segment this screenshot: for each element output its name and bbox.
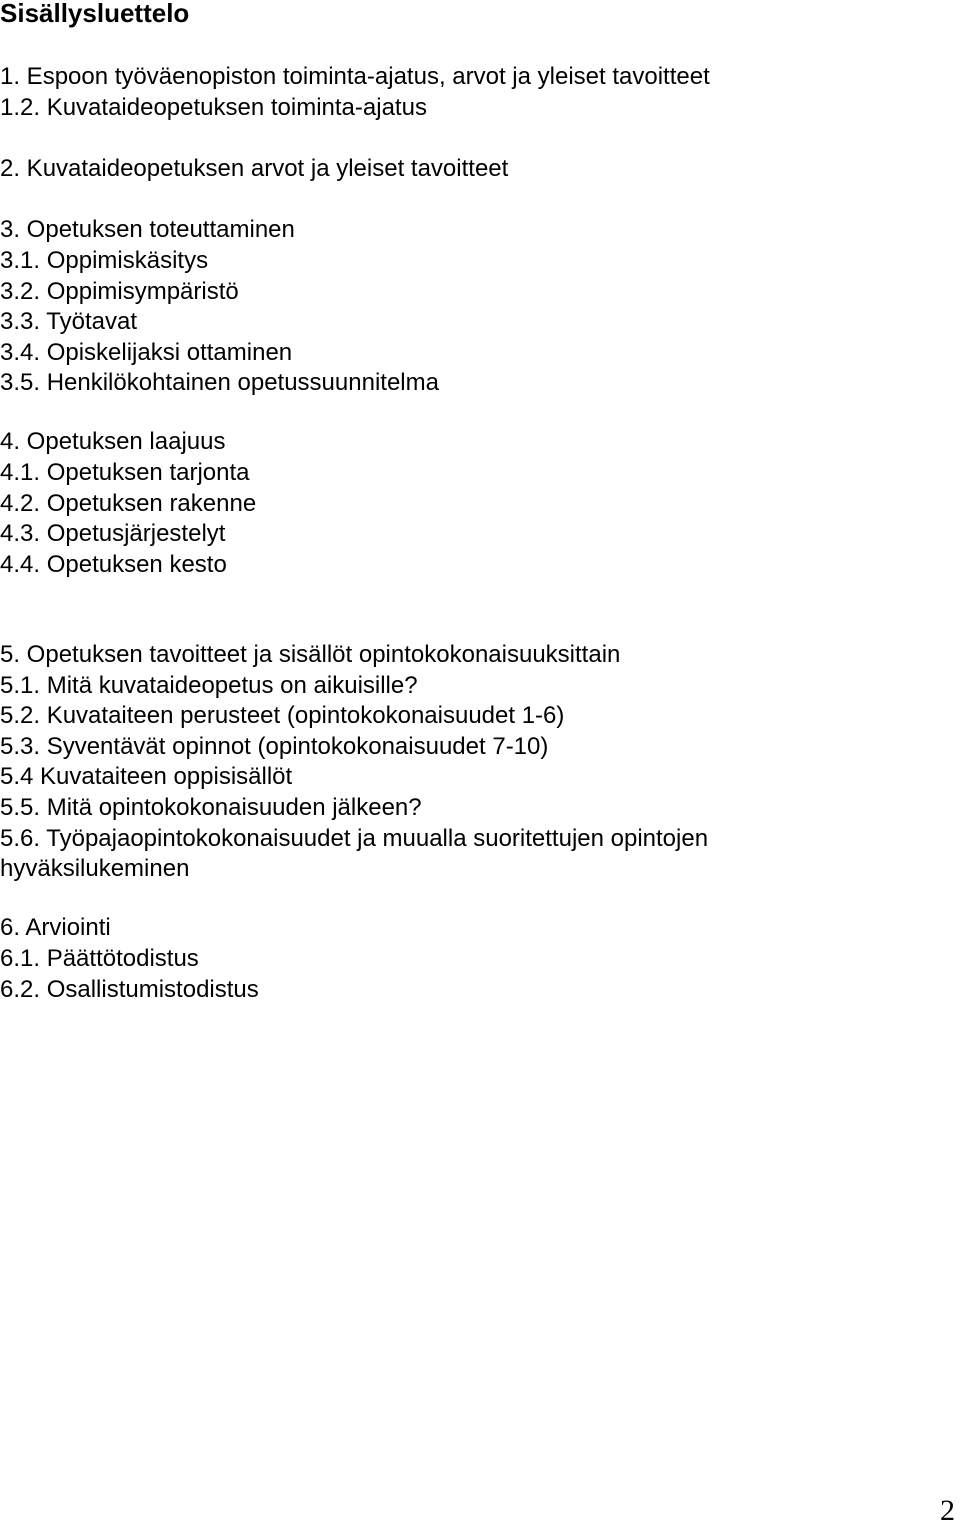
page-number: 2	[940, 1494, 955, 1527]
toc-entry-1: 1. Espoon työväenopiston toiminta-ajatus, arvot ja yleiset tavoitteet	[0, 63, 710, 90]
toc-entry-4-1: 4.1. Opetuksen tarjonta	[0, 459, 250, 486]
toc-entry-3-4: 3.4. Opiskelijaksi ottaminen	[0, 339, 293, 366]
toc-entry-3-1: 3.1. Oppimiskäsitys	[0, 247, 209, 274]
toc-entry-5: 5. Opetuksen tavoitteet ja sisällöt opintokokonaisuuksittain	[0, 641, 621, 668]
toc-entry-5-6: 5.6. Työpajaopintokokonaisuudet ja muualla suoritettujen opintojen	[0, 825, 709, 852]
toc-entry-4: 4. Opetuksen laajuus	[0, 428, 226, 455]
toc-entry-4-4: 4.4. Opetuksen kesto	[0, 551, 227, 578]
toc-entry-3: 3. Opetuksen toteuttaminen	[0, 216, 295, 243]
toc-entry-6-2: 6.2. Osallistumistodistus	[0, 976, 259, 1003]
toc-entry-3-5: 3.5. Henkilökohtainen opetussuunnitelma	[0, 369, 439, 396]
toc-entry-5-5: 5.5. Mitä opintokokonaisuuden jälkeen?	[0, 794, 422, 821]
toc-entry-2: 2. Kuvataideopetuksen arvot ja yleiset tavoitteet	[0, 155, 509, 182]
toc-entry-5-4: 5.4 Kuvataiteen oppisisällöt	[0, 763, 293, 790]
toc-entry-4-2: 4.2. Opetuksen rakenne	[0, 490, 257, 517]
page-title: Sisällysluettelo	[0, 0, 190, 28]
toc-entry-5-6-continued: hyväksilukeminen	[0, 855, 190, 882]
toc-entry-6: 6. Arviointi	[0, 914, 111, 941]
toc-entry-5-3: 5.3. Syventävät opinnot (opintokokonaisuudet 7-10)	[0, 733, 549, 760]
toc-entry-5-1: 5.1. Mitä kuvataideopetus on aikuisille?	[0, 672, 418, 699]
toc-entry-6-1: 6.1. Päättötodistus	[0, 945, 199, 972]
toc-entry-5-2: 5.2. Kuvataiteen perusteet (opintokokonaisuudet 1-6)	[0, 702, 565, 729]
toc-entry-1-2: 1.2. Kuvataideopetuksen toiminta-ajatus	[0, 94, 427, 121]
toc-entry-3-3: 3.3. Työtavat	[0, 308, 137, 335]
toc-entry-4-3: 4.3. Opetusjärjestelyt	[0, 520, 226, 547]
toc-entry-3-2: 3.2. Oppimisympäristö	[0, 278, 239, 305]
